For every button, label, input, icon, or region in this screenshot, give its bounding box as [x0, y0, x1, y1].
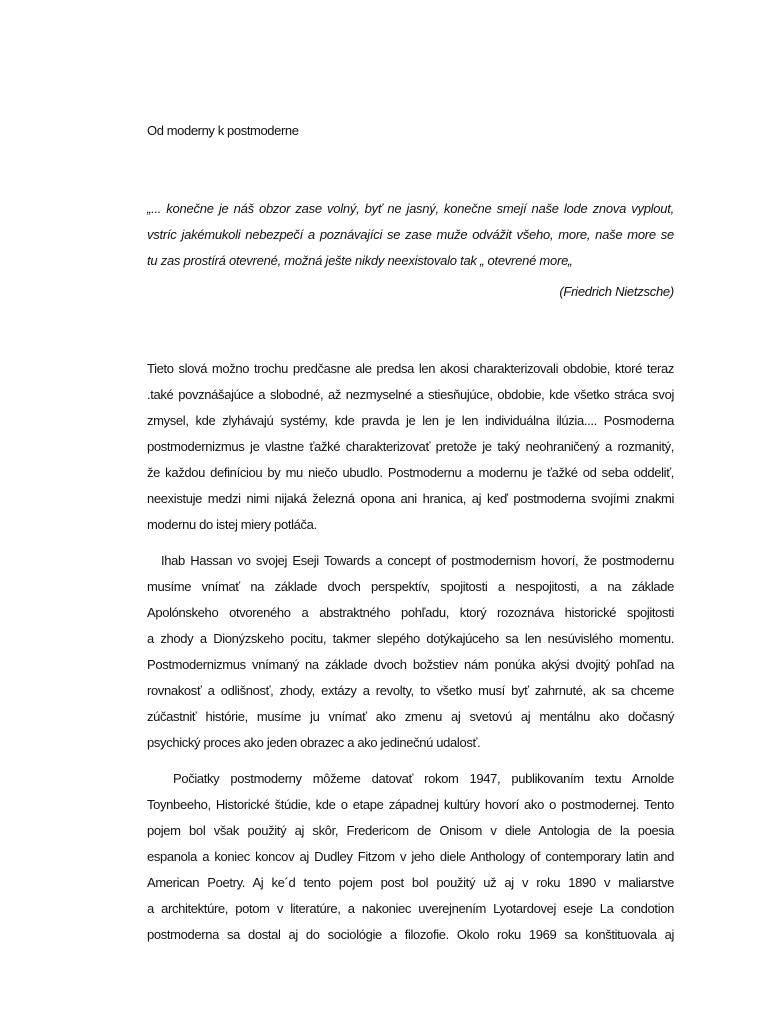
paragraph-line: a zhody a Dionýzskeho pocitu, takmer slepého dotýkajúceho sa len nesúvislého momentu.: [147, 631, 674, 646]
paragraph-line: psychický proces ako jeden obrazec a ako jedinečnú udalosť.: [147, 735, 481, 750]
paragraph-line: American Poetry. Aj ke´d tento pojem post bol použitý už aj v roku 1890 v maliarstve: [147, 875, 674, 890]
paragraph-line: modernu do istej miery potláča.: [147, 517, 317, 532]
paragraph-line: pojem bol však použitý aj skôr, Fredericom de Onisom v diele Antologia de la poesia: [147, 823, 674, 838]
quote-attribution: (Friedrich Nietzsche): [559, 284, 674, 299]
body-text: [147, 356, 674, 958]
paragraph-line: Toynbeeho, Historické štúdie, kde o etape západnej kultúry hovorí ako o postmodernej. Tento: [147, 797, 674, 812]
paragraph-1: [147, 356, 674, 538]
paragraph-line: Počiatky postmoderny môžeme datovať rokom 1947, publikovaním textu Arnolde: [173, 771, 674, 786]
paragraph-line: zmysel, kde zlyhávajú systémy, kde pravda je len je len individuálna ilúzia.... Posmoderna: [147, 413, 674, 428]
paragraph-line: zúčastniť histórie, musíme ju vnímať ako zmenu aj svetovú aj mentálnu ako dočasný: [147, 709, 674, 724]
paragraph-line: a architektúre, potom v literatúre, a nakoniec uverejnením Lyotardovej eseje La condotion: [147, 901, 674, 916]
epigraph-quote: [147, 196, 674, 274]
paragraph-line: Ihab Hassan vo svojej Eseji Towards a concept of postmodernism hovorí, že postmodernu: [161, 553, 674, 568]
paragraph-line: postmodernizmus je vlastne ťažké charakterizovať pretože je taký neohraničený a rozmanitý,: [147, 439, 674, 454]
quote-line: „... konečne je náš obzor zase volný, byť ne jasný, konečne smejí naše lode znova vyplout,: [147, 201, 674, 216]
paragraph-line: rovnakosť a odlišnosť, zhody, extázy a revolty, to všetko musí byť zahrnuté, ak sa chceme: [147, 683, 674, 698]
paragraph-line: Apolónskeho otvoreného a abstraktného pohľadu, ktorý rozoznáva historické spojitosti: [147, 605, 674, 620]
paragraph-line: Tieto slová možno trochu predčasne ale predsa len akosi charakterizovali obdobie, ktoré teraz: [147, 361, 674, 376]
quote-line: vstríc jakémukoli nebezpečí a poznávajíci se zase muže odvážit všeho, more, naše more se: [147, 227, 674, 242]
paragraph-line: postmoderna sa dostal aj do sociológie a filozofie. Okolo roku 1969 sa konštituovala aj: [147, 927, 674, 942]
paragraph-line: Postmodernizmus vnímaný na základe dvoch božstiev nám ponúka akýsi dvojitý pohľad na: [147, 657, 674, 672]
paragraph-line: .také povznášajúce a slobodné, až nezmyselné a stiesňujúce, obdobie, kde všetko stráca svoj: [147, 387, 674, 402]
paragraph-2: [147, 548, 674, 756]
paragraph-line: musíme vnímať na základe dvoch perspektív, spojitosti a nespojitosti, a na základe: [147, 579, 674, 594]
paragraph-3: [147, 766, 674, 948]
paragraph-line: že každou definíciou by mu niečo ubudlo. Postmodernu a modernu je ťažké od seba oddeliť,: [147, 465, 674, 480]
paragraph-line: espanola a koniec koncov aj Dudley Fitzom v jeho diele Anthology of contemporary latin and: [147, 849, 674, 864]
quote-line: tu zas prostírá otevrené, možná ješte nikdy neexistovalo tak „ otevrené more„: [147, 253, 573, 268]
document-title: Od moderny k postmoderne: [147, 123, 299, 138]
paragraph-line: neexistuje medzi nimi nijaká železná opona ani hranica, aj keď postmoderna svojími znakmi: [147, 491, 674, 506]
